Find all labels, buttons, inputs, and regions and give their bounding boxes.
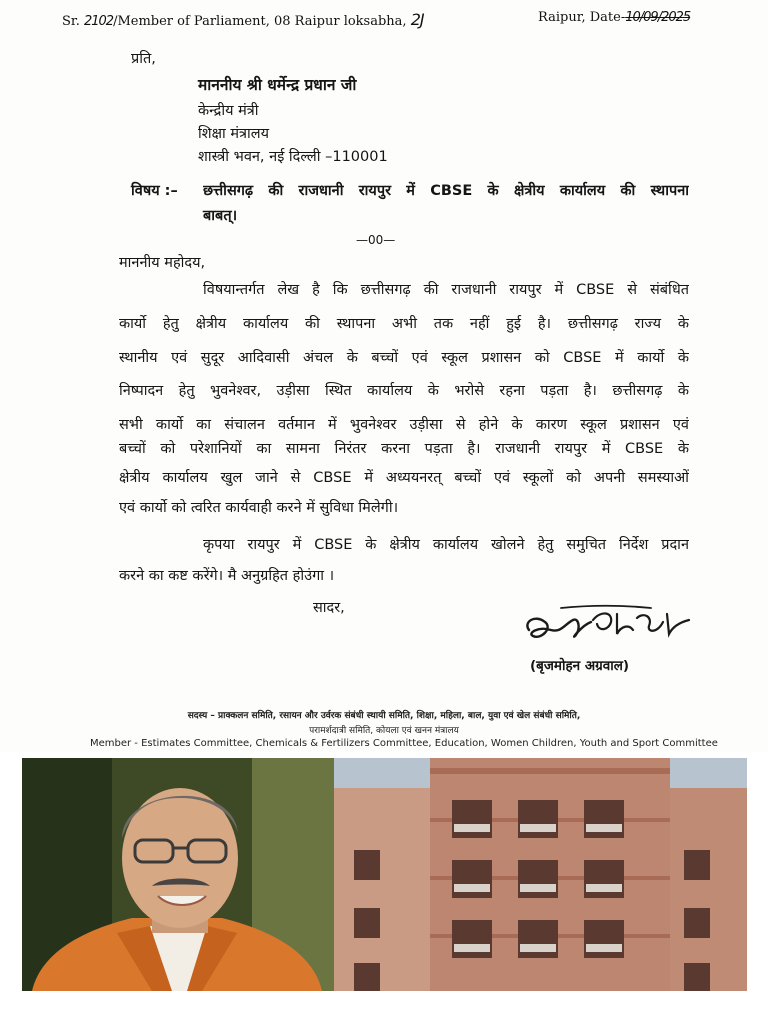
sr-suffix: /Member of Parliament, 08 Raipur loksabha,	[113, 14, 407, 29]
sr-number-handwritten: 2102	[83, 14, 114, 29]
salutation: माननीय महोदय,	[119, 255, 206, 271]
subject-divider: —00—	[356, 233, 396, 247]
body-line: कार्यो हेतु क्षेत्रीय कार्यालय की स्थापना अभी तक नहीं हुई है। छत्तीसगढ़ राज्य के	[119, 316, 689, 332]
handwritten-signature	[521, 600, 696, 655]
body-line: करने का कष्ट करेंगे। मै अनुग्रहित होउंगा ।	[119, 568, 335, 584]
body-line: सभी कार्यो का संचालन वर्तमान में भुवनेश्वर उड़ीसा से होने के कारण स्कूल प्रशासन एवं	[119, 417, 689, 433]
footer-english: Member - Estimates Committee, Chemicals & Fertilizers Committee, Education, Women Children, Youth and Sport Committee	[90, 738, 718, 749]
body-line: विषयान्तर्गत लेख है कि छत्तीसगढ़ की राजधानी रायपुर में CBSE से संबंधित	[203, 282, 689, 298]
portrait-illustration	[22, 758, 336, 991]
signatory-name: (बृजमोहन अग्रवाल)	[530, 658, 630, 674]
addressee-name: माननीय श्री धर्मेन्द्र प्रधान जी	[198, 76, 357, 94]
letter-reference	[62, 10, 424, 29]
body-line: स्थानीय एवं सुदूर आदिवासी अंचल के बच्चों एवं स्कूल प्रशासन को CBSE में कार्यो के	[119, 350, 689, 366]
subject-line-2: बाबत्।	[203, 208, 238, 224]
body-line: कृपया रायपुर में CBSE के क्षेत्रीय कार्यालय खोलने हेतु समुचित निर्देश प्रदान	[203, 537, 689, 553]
subject-label: विषय :–	[131, 183, 178, 199]
portrait-photo	[22, 758, 336, 991]
footer-hindi-line-1: सदस्य – प्राक्कलन समिति, रसायन और उर्वरक संबंधी स्थायी समिति, शिक्षा, महिला, बाल, युवा एवं खेल संबंधी समिति,	[187, 711, 581, 721]
addressee-designation: केन्द्रीय मंत्री	[198, 103, 259, 119]
letter-date	[538, 10, 690, 25]
addressee-address: शास्त्री भवन, नई दिल्ली –110001	[198, 149, 388, 165]
footer-hindi-line-2: परामर्शदात्री समिति, कोयला एवं खनन मंत्रालय	[309, 726, 459, 736]
building-illustration	[334, 758, 747, 991]
subject-line-1: छत्तीसगढ़ की राजधानी रायपुर में CBSE के क्षेत्रीय कार्यालय की स्थापना	[203, 183, 689, 199]
sr-prefix: Sr.	[62, 14, 80, 29]
body-line: क्षेत्रीय कार्यालय खुल जाने से CBSE में अध्ययनरत् बच्चों एवं स्कूलों को अपनी समस्याओं	[119, 470, 689, 486]
body-line: एवं कार्यो को त्वरित कार्यवाही करने में सुविधा मिलेगी।	[119, 500, 399, 516]
closing: सादर,	[313, 600, 345, 616]
addressee-ministry: शिक्षा मंत्रालय	[198, 126, 270, 142]
body-line: बच्चों को परेशानियों का सामना निरंतर करना पड़ता है। राजधानी रायपुर में CBSE के	[119, 441, 689, 457]
building-photo	[334, 758, 747, 991]
place-label: Raipur, Date-	[538, 10, 626, 25]
prati-label: प्रति,	[131, 51, 156, 67]
year-handwritten: 2J	[410, 10, 424, 29]
date-handwritten: 10/09/2025	[625, 10, 691, 25]
body-line: निष्पादन हेतु भुवनेश्वर, उड़ीसा स्थित कार्यालय के भरोसे रहना पड़ता है। छत्तीसगढ़ के	[119, 383, 689, 399]
